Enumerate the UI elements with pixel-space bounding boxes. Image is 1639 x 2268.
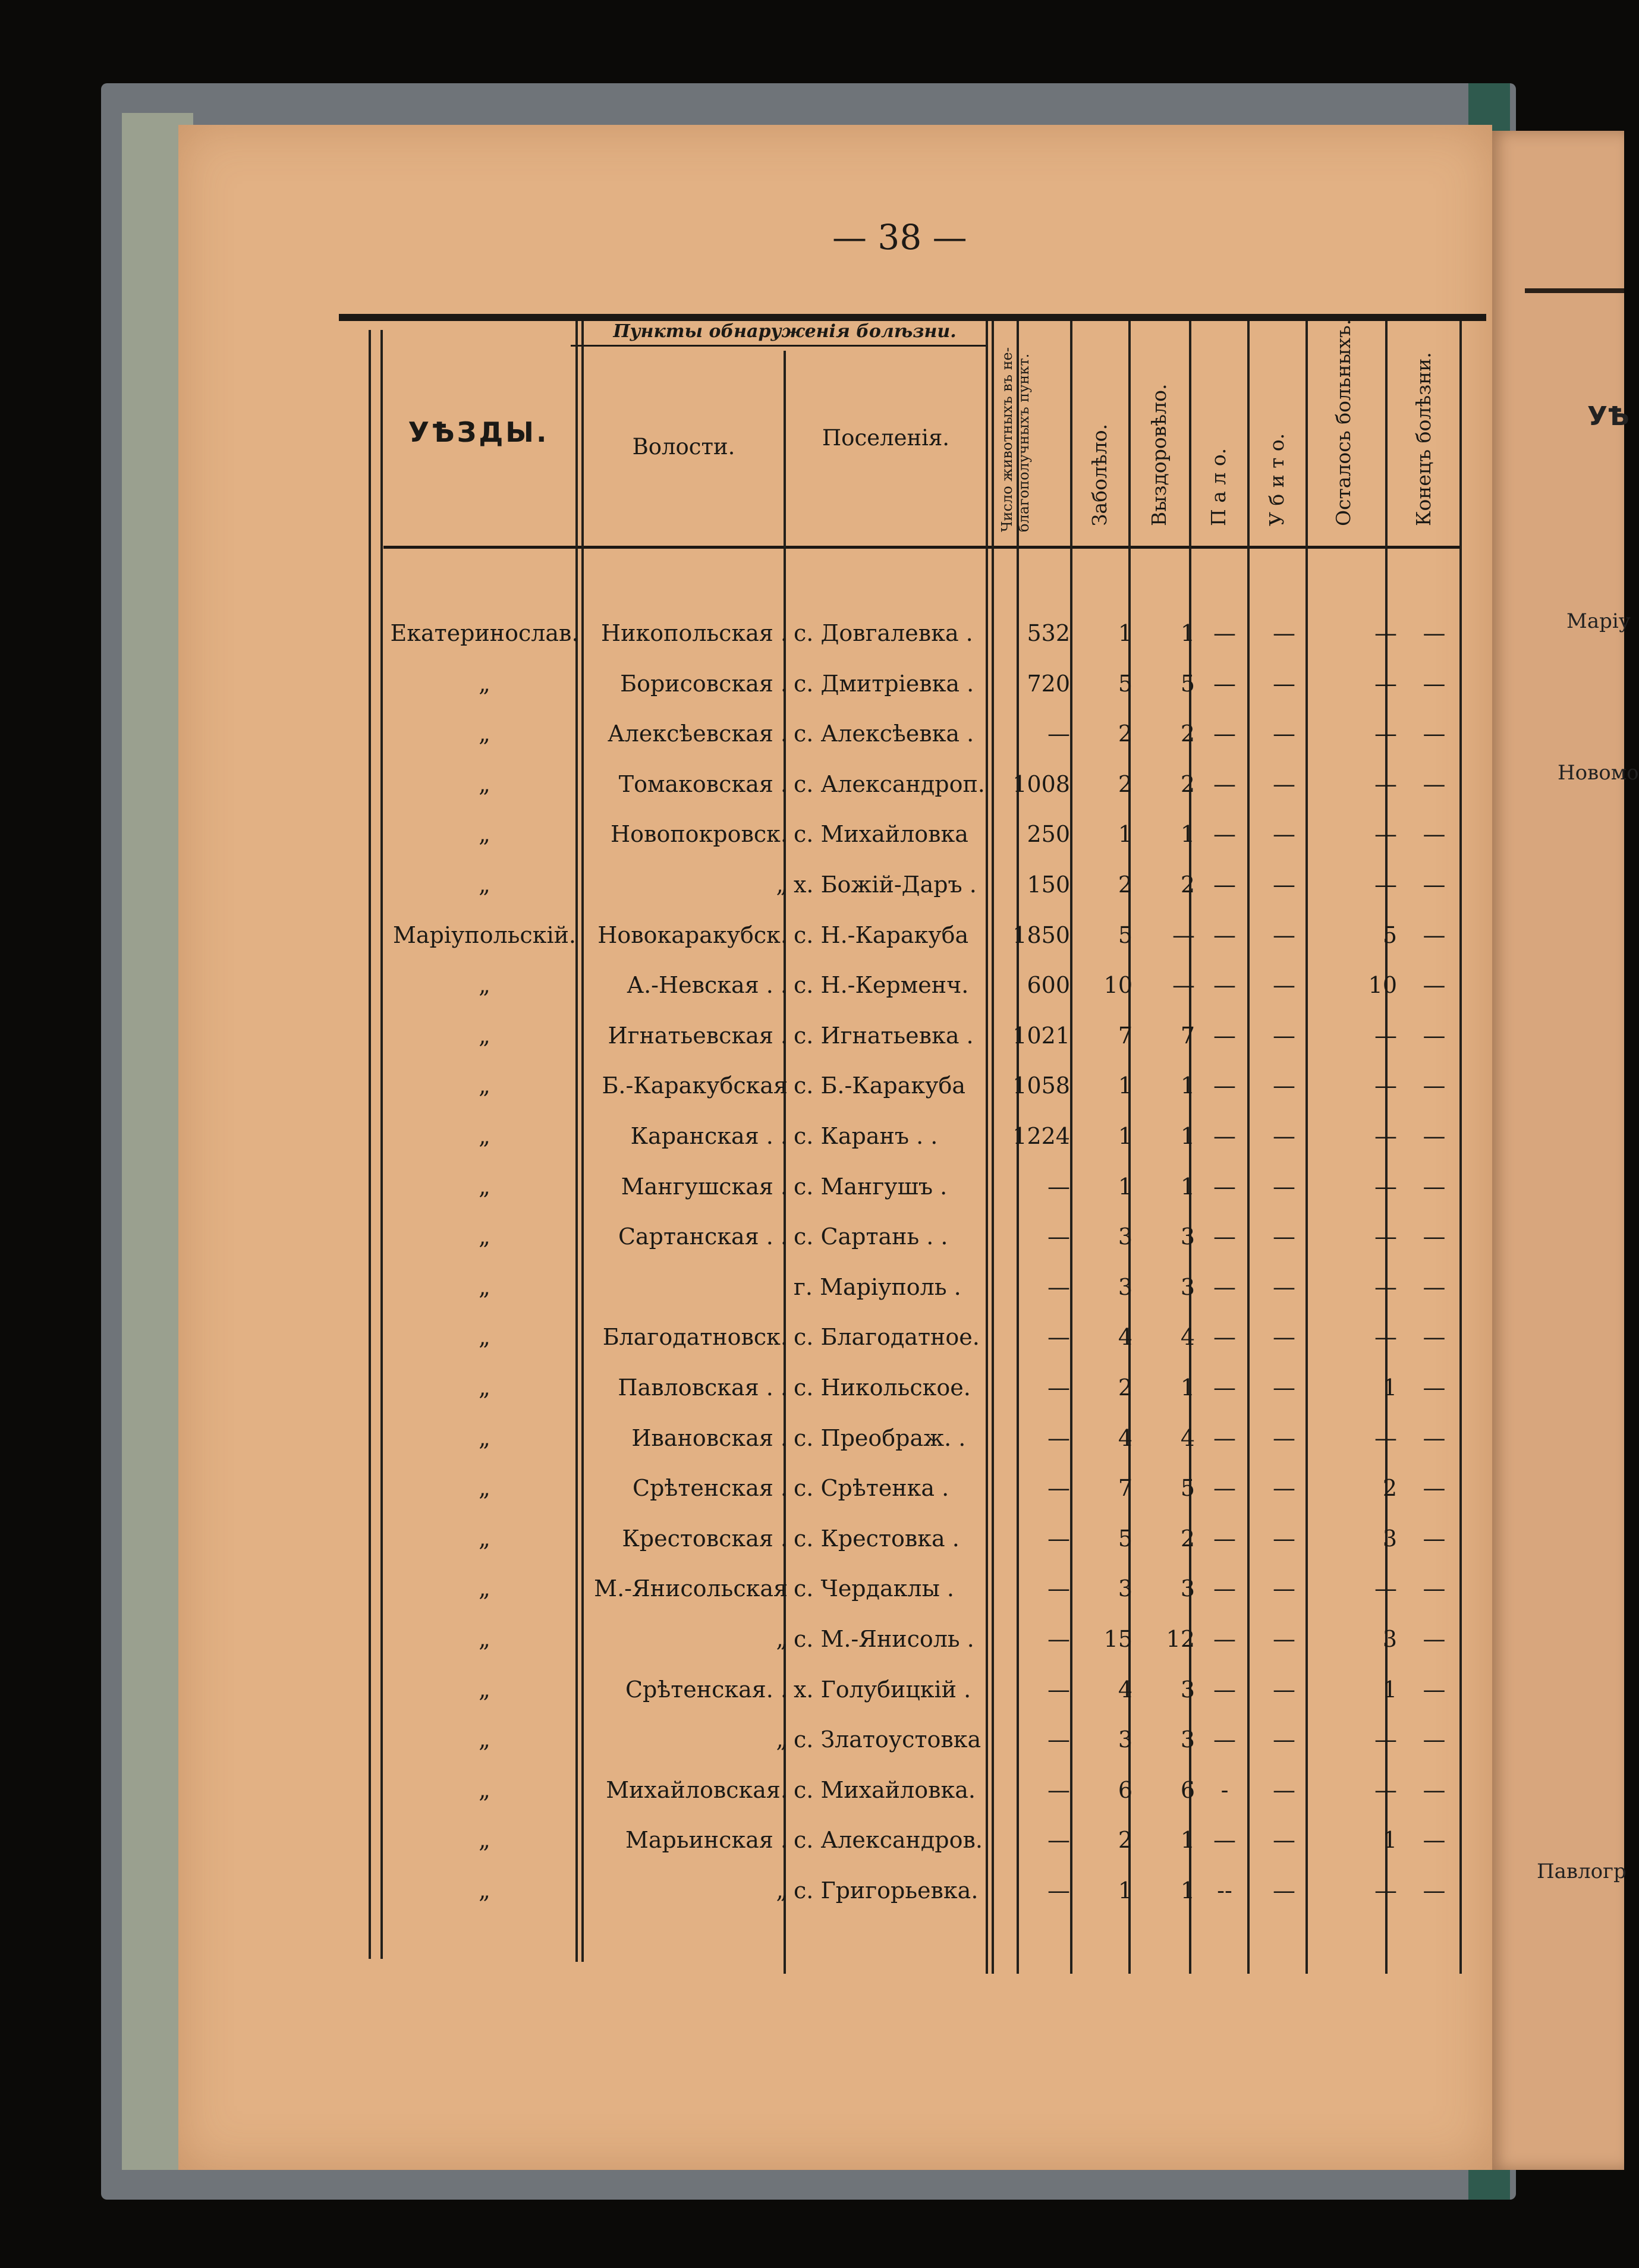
died-cell: — — [1213, 922, 1236, 948]
animal-count-cell: — — [1047, 1726, 1070, 1753]
remaining-sick-cell: — — [1374, 671, 1397, 697]
column-rule — [380, 330, 383, 1959]
animal-count-cell: 720 — [1027, 671, 1070, 697]
uezd-cell: „ — [479, 1123, 490, 1149]
end-of-disease-cell: — — [1423, 1374, 1446, 1401]
killed-cell: — — [1273, 1626, 1295, 1652]
settlement-cell: с. Златоустовка — [794, 1726, 981, 1753]
volost-cell: Срѣтенская. . — [625, 1676, 788, 1703]
fell-ill-cell: 1 — [1118, 620, 1132, 646]
died-cell: — — [1213, 1575, 1236, 1602]
remaining-sick-cell: — — [1374, 1072, 1397, 1099]
header-vyzdorovelo: Выздоровѣло. — [1147, 383, 1171, 526]
end-of-disease-cell: — — [1423, 671, 1446, 697]
group-header-rule — [571, 345, 987, 347]
header-zabolelo: Заболѣло. — [1088, 423, 1111, 526]
died-cell: - — [1220, 1777, 1229, 1803]
end-of-disease-cell: — — [1423, 1525, 1446, 1552]
animal-count-cell: — — [1047, 1324, 1070, 1350]
recovered-cell: 5 — [1180, 1475, 1195, 1501]
uezd-cell: „ — [479, 1023, 490, 1049]
fell-ill-cell: 1 — [1118, 1072, 1132, 1099]
died-cell: — — [1213, 1324, 1236, 1350]
end-of-disease-cell: — — [1423, 721, 1446, 747]
adjacent-label: Павлогр — [1537, 1860, 1627, 1883]
end-of-disease-cell: — — [1423, 922, 1446, 948]
uezd-cell: „ — [479, 721, 490, 747]
fell-ill-cell: 4 — [1118, 1324, 1132, 1350]
animal-count-cell: 250 — [1027, 821, 1070, 847]
killed-cell: — — [1273, 1827, 1295, 1853]
fell-ill-cell: 2 — [1118, 1374, 1132, 1401]
end-of-disease-cell: — — [1423, 972, 1446, 998]
remaining-sick-cell: 3 — [1382, 1525, 1397, 1552]
header-ostalos: Осталось больныхъ. — [1332, 319, 1355, 526]
recovered-cell: 4 — [1180, 1425, 1195, 1451]
died-cell: — — [1213, 1726, 1236, 1753]
volost-cell: Игнатьевская . — [608, 1023, 788, 1049]
killed-cell: — — [1273, 721, 1295, 747]
adjacent-header-fragment: УѢ — [1587, 401, 1629, 432]
end-of-disease-cell: — — [1423, 1777, 1446, 1803]
fell-ill-cell: 3 — [1118, 1274, 1132, 1300]
header-uezdy: УѢЗДЫ. — [408, 416, 549, 448]
volost-cell: „ — [776, 1726, 788, 1753]
fell-ill-cell: 3 — [1118, 1575, 1132, 1602]
end-of-disease-cell: — — [1423, 1324, 1446, 1350]
killed-cell: — — [1273, 1072, 1295, 1099]
end-of-disease-cell: — — [1423, 771, 1446, 797]
killed-cell: — — [1273, 821, 1295, 847]
remaining-sick-cell: — — [1374, 1274, 1397, 1300]
settlement-cell: с. Н.-Каракуба — [794, 922, 969, 948]
fell-ill-cell: 10 — [1103, 972, 1132, 998]
settlement-cell: с. Каранъ . . — [794, 1123, 938, 1149]
uezd-cell: Маріупольскій. — [392, 922, 577, 948]
uezd-cell: „ — [479, 1174, 490, 1200]
animal-count-cell: 600 — [1027, 972, 1070, 998]
killed-cell: — — [1273, 671, 1295, 697]
end-of-disease-cell: — — [1423, 620, 1446, 646]
volost-cell: Павловская . . — [618, 1374, 788, 1401]
header-bottom-rule — [383, 546, 1459, 549]
animal-count-cell: 1021 — [1012, 1023, 1070, 1049]
volost-cell: М.-Янисольская — [594, 1575, 788, 1602]
column-rule — [369, 330, 371, 1959]
volost-cell: Сартанская . . — [618, 1223, 788, 1250]
animal-count-cell: 1008 — [1012, 771, 1070, 797]
volost-cell: „ — [776, 1877, 788, 1904]
uezd-cell: „ — [479, 972, 490, 998]
remaining-sick-cell: — — [1374, 1174, 1397, 1200]
killed-cell: — — [1273, 620, 1295, 646]
header-konets: Конецъ болѣзни. — [1412, 352, 1435, 526]
recovered-cell: 1 — [1180, 821, 1195, 847]
volost-cell: Алексѣевская . — [607, 721, 788, 747]
animal-count-cell: 532 — [1027, 620, 1070, 646]
remaining-sick-cell: — — [1374, 1877, 1397, 1904]
remaining-sick-cell: 1 — [1382, 1374, 1397, 1401]
remaining-sick-cell: — — [1374, 1575, 1397, 1602]
animal-count-cell: — — [1047, 1676, 1070, 1703]
remaining-sick-cell: — — [1374, 721, 1397, 747]
uezd-cell: „ — [479, 1726, 490, 1753]
died-cell: — — [1213, 771, 1236, 797]
fell-ill-cell: 6 — [1118, 1777, 1132, 1803]
end-of-disease-cell: — — [1423, 872, 1446, 898]
fell-ill-cell: 7 — [1118, 1475, 1132, 1501]
remaining-sick-cell: — — [1374, 1777, 1397, 1803]
recovered-cell: 2 — [1180, 872, 1195, 898]
end-of-disease-cell: — — [1423, 1827, 1446, 1853]
remaining-sick-cell: 10 — [1368, 972, 1397, 998]
died-cell: — — [1213, 1525, 1236, 1552]
uezd-cell: „ — [479, 771, 490, 797]
killed-cell: — — [1273, 1726, 1295, 1753]
end-of-disease-cell: — — [1423, 1726, 1446, 1753]
remaining-sick-cell: — — [1374, 771, 1397, 797]
recovered-cell: 12 — [1166, 1626, 1195, 1652]
adjacent-page-rule — [1525, 288, 1624, 293]
fell-ill-cell: 15 — [1103, 1626, 1132, 1652]
remaining-sick-cell: — — [1374, 1123, 1397, 1149]
fell-ill-cell: 4 — [1118, 1676, 1132, 1703]
remaining-sick-cell: 2 — [1382, 1475, 1397, 1501]
settlement-cell: г. Маріуполь . — [794, 1274, 961, 1300]
column-rule — [581, 321, 584, 1962]
settlement-cell: с. М.-Янисоль . — [794, 1626, 974, 1652]
killed-cell: — — [1273, 1676, 1295, 1703]
killed-cell: — — [1273, 972, 1295, 998]
settlement-cell: с. Михайловка. — [794, 1777, 976, 1803]
volost-cell: Никопольская . — [601, 620, 788, 646]
animal-count-cell: — — [1047, 1827, 1070, 1853]
recovered-cell: 5 — [1180, 671, 1195, 697]
remaining-sick-cell: — — [1374, 1324, 1397, 1350]
volost-cell: Марьинская . — [625, 1827, 788, 1853]
volost-cell: Новокаракубск. — [597, 922, 788, 948]
uezd-cell: „ — [479, 1425, 490, 1451]
died-cell: — — [1213, 1223, 1236, 1250]
uezd-cell: „ — [479, 1777, 490, 1803]
animal-count-cell: — — [1047, 1425, 1070, 1451]
died-cell: — — [1213, 1274, 1236, 1300]
killed-cell: — — [1273, 1374, 1295, 1401]
died-cell: — — [1213, 1676, 1236, 1703]
volost-cell: Борисовская . — [620, 671, 788, 697]
died-cell: — — [1213, 1374, 1236, 1401]
killed-cell: — — [1273, 1274, 1295, 1300]
end-of-disease-cell: — — [1423, 1174, 1446, 1200]
volost-cell: Ивановская . — [631, 1425, 788, 1451]
settlement-cell: с. Крестовка . — [794, 1525, 960, 1552]
animal-count-cell: — — [1047, 1475, 1070, 1501]
end-of-disease-cell: — — [1423, 1223, 1446, 1250]
page-number: — 38 — — [832, 217, 967, 257]
volost-cell: Благодатновск. — [602, 1324, 788, 1350]
uezd-cell: „ — [479, 872, 490, 898]
adjacent-label: Новомо — [1558, 761, 1639, 785]
adjacent-page — [1489, 131, 1639, 2170]
uezd-cell: „ — [479, 821, 490, 847]
animal-count-cell: 1058 — [1012, 1072, 1070, 1099]
died-cell: — — [1213, 821, 1236, 847]
settlement-cell: х. Голубицкій . — [794, 1676, 971, 1703]
header-animals-count: Число животныхъ въ не- благополучныхъ пункт. — [999, 347, 1032, 532]
died-cell: — — [1213, 671, 1236, 697]
remaining-sick-cell: 1 — [1382, 1827, 1397, 1853]
uezd-cell: „ — [479, 1827, 490, 1853]
recovered-cell: 7 — [1180, 1023, 1195, 1049]
settlement-cell: с. Довгалевка . — [794, 620, 973, 646]
died-cell: — — [1213, 1827, 1236, 1853]
volost-cell: Каранская . . — [630, 1123, 788, 1149]
killed-cell: — — [1273, 1575, 1295, 1602]
recovered-cell: 3 — [1180, 1223, 1195, 1250]
settlement-cell: с. Игнатьевка . — [794, 1023, 974, 1049]
killed-cell: — — [1273, 771, 1295, 797]
settlement-cell: с. Александров. — [794, 1827, 983, 1853]
recovered-cell: 4 — [1180, 1324, 1195, 1350]
died-cell: — — [1213, 1072, 1236, 1099]
settlement-cell: с. Дмитріевка . — [794, 671, 974, 697]
fell-ill-cell: 3 — [1118, 1223, 1132, 1250]
settlement-cell: с. Григорьевка. — [794, 1877, 979, 1904]
settlement-cell: с. Б.-Каракуба — [794, 1072, 965, 1099]
killed-cell: — — [1273, 1425, 1295, 1451]
animal-count-cell: — — [1047, 1525, 1070, 1552]
recovered-cell: — — [1172, 972, 1195, 998]
died-cell: — — [1213, 1425, 1236, 1451]
volost-cell: Срѣтенская . — [633, 1475, 788, 1501]
end-of-disease-cell: — — [1423, 1023, 1446, 1049]
column-rule — [1459, 321, 1462, 1974]
recovered-cell: 3 — [1180, 1676, 1195, 1703]
remaining-sick-cell: — — [1374, 1023, 1397, 1049]
animal-count-cell: — — [1047, 1374, 1070, 1401]
end-of-disease-cell: — — [1423, 1676, 1446, 1703]
settlement-cell: с. Сартань . . — [794, 1223, 948, 1250]
killed-cell: — — [1273, 872, 1295, 898]
died-cell: — — [1213, 1174, 1236, 1200]
end-of-disease-cell: — — [1423, 1877, 1446, 1904]
uezd-cell: „ — [479, 1223, 490, 1250]
settlement-cell: с. Мангушъ . — [794, 1174, 948, 1200]
settlement-cell: с. Никольское. — [794, 1374, 971, 1401]
animal-count-cell: — — [1047, 1877, 1070, 1904]
fell-ill-cell: 1 — [1118, 1174, 1132, 1200]
settlement-cell: с. Благодатное. — [794, 1324, 980, 1350]
recovered-cell: 1 — [1180, 620, 1195, 646]
volost-cell: Крестовская . — [622, 1525, 788, 1552]
settlement-cell: с. Михайловка — [794, 821, 968, 847]
died-cell: — — [1213, 620, 1236, 646]
adjacent-label: Маріу — [1566, 609, 1631, 633]
fell-ill-cell: 2 — [1118, 721, 1132, 747]
recovered-cell: 1 — [1180, 1174, 1195, 1200]
animal-count-cell: — — [1047, 1223, 1070, 1250]
remaining-sick-cell: — — [1374, 821, 1397, 847]
animal-count-cell: — — [1047, 1174, 1070, 1200]
recovered-cell: 1 — [1180, 1877, 1195, 1904]
volost-cell: Мангушская . — [621, 1174, 788, 1200]
volost-cell: А.-Невская . . — [627, 972, 788, 998]
table-top-rule — [339, 314, 1486, 321]
settlement-cell: с. Алексѣевка . — [794, 721, 974, 747]
recovered-cell: 1 — [1180, 1072, 1195, 1099]
remaining-sick-cell: 5 — [1382, 922, 1397, 948]
killed-cell: — — [1273, 1525, 1295, 1552]
recovered-cell: 1 — [1180, 1123, 1195, 1149]
died-cell: — — [1213, 1123, 1236, 1149]
settlement-cell: с. Преображ. . — [794, 1425, 966, 1451]
uezd-cell: „ — [479, 1877, 490, 1904]
settlement-cell: с. Чердаклы . — [794, 1575, 954, 1602]
end-of-disease-cell: — — [1423, 1626, 1446, 1652]
header-detection-points: Пункты обнаруженія болѣзни. — [613, 321, 957, 342]
remaining-sick-cell: — — [1374, 872, 1397, 898]
end-of-disease-cell: — — [1423, 821, 1446, 847]
remaining-sick-cell: — — [1374, 1726, 1397, 1753]
fell-ill-cell: 5 — [1118, 922, 1132, 948]
remaining-sick-cell: — — [1374, 1223, 1397, 1250]
died-cell: — — [1213, 1023, 1236, 1049]
uezd-cell: „ — [479, 1525, 490, 1552]
animal-count-cell: 1224 — [1012, 1123, 1070, 1149]
recovered-cell: — — [1172, 922, 1195, 948]
column-rule — [1070, 321, 1072, 1974]
settlement-cell: с. Срѣтенка . — [794, 1475, 949, 1501]
volost-cell: Б.-Каракубская — [602, 1072, 788, 1099]
end-of-disease-cell: — — [1423, 1575, 1446, 1602]
recovered-cell: 1 — [1180, 1827, 1195, 1853]
volost-cell: Томаковская . — [618, 771, 788, 797]
fell-ill-cell: 7 — [1118, 1023, 1132, 1049]
volost-cell: Михайловская. — [606, 1777, 788, 1803]
uezd-cell: „ — [479, 671, 490, 697]
header-palo: П а л о. — [1207, 448, 1230, 526]
recovered-cell: 2 — [1180, 1525, 1195, 1552]
fell-ill-cell: 5 — [1118, 1525, 1132, 1552]
end-of-disease-cell: — — [1423, 1475, 1446, 1501]
died-cell: — — [1213, 872, 1236, 898]
settlement-cell: с. Александроп. — [794, 771, 985, 797]
died-cell: -- — [1217, 1877, 1232, 1904]
fell-ill-cell: 1 — [1118, 821, 1132, 847]
uezd-cell: „ — [479, 1324, 490, 1350]
volost-cell: „ — [776, 1626, 788, 1652]
uezd-cell: „ — [479, 1475, 490, 1501]
recovered-cell: 3 — [1180, 1575, 1195, 1602]
fell-ill-cell: 2 — [1118, 771, 1132, 797]
killed-cell: — — [1273, 922, 1295, 948]
remaining-sick-cell: 3 — [1382, 1626, 1397, 1652]
killed-cell: — — [1273, 1174, 1295, 1200]
volost-cell: „ — [776, 872, 788, 898]
fell-ill-cell: 3 — [1118, 1726, 1132, 1753]
died-cell: — — [1213, 972, 1236, 998]
fell-ill-cell: 2 — [1118, 1827, 1132, 1853]
volost-cell — [589, 1269, 788, 1305]
animal-count-cell: — — [1047, 1626, 1070, 1652]
died-cell: — — [1213, 1475, 1236, 1501]
uezd-cell: „ — [479, 1575, 490, 1602]
fell-ill-cell: 4 — [1118, 1425, 1132, 1451]
killed-cell: — — [1273, 1223, 1295, 1250]
recovered-cell: 2 — [1180, 721, 1195, 747]
uezd-cell: „ — [479, 1374, 490, 1401]
died-cell: — — [1213, 721, 1236, 747]
recovered-cell: 1 — [1180, 1374, 1195, 1401]
end-of-disease-cell: — — [1423, 1425, 1446, 1451]
fell-ill-cell: 1 — [1118, 1877, 1132, 1904]
killed-cell: — — [1273, 1324, 1295, 1350]
uezd-cell: „ — [479, 1626, 490, 1652]
animal-count-cell: — — [1047, 1575, 1070, 1602]
remaining-sick-cell: — — [1374, 620, 1397, 646]
uezd-cell: „ — [479, 1072, 490, 1099]
animal-count-cell: — — [1047, 1274, 1070, 1300]
recovered-cell: 2 — [1180, 771, 1195, 797]
killed-cell: — — [1273, 1123, 1295, 1149]
end-of-disease-cell: — — [1423, 1072, 1446, 1099]
animal-count-cell: 150 — [1027, 872, 1070, 898]
recovered-cell: 3 — [1180, 1274, 1195, 1300]
animal-count-cell: — — [1047, 721, 1070, 747]
killed-cell: — — [1273, 1877, 1295, 1904]
recovered-cell: 6 — [1180, 1777, 1195, 1803]
killed-cell: — — [1273, 1475, 1295, 1501]
end-of-disease-cell: — — [1423, 1123, 1446, 1149]
remaining-sick-cell: — — [1374, 1425, 1397, 1451]
settlement-cell: х. Божій-Даръ . — [794, 872, 977, 898]
volost-cell: Новопокровск. — [611, 821, 788, 847]
uezd-cell: Екатеринослав. — [390, 620, 579, 646]
header-volosti: Волости. — [632, 434, 735, 460]
uezd-cell: „ — [479, 1676, 490, 1703]
fell-ill-cell: 1 — [1118, 1123, 1132, 1149]
end-of-disease-cell: — — [1423, 1274, 1446, 1300]
fell-ill-cell: 2 — [1118, 872, 1132, 898]
killed-cell: — — [1273, 1023, 1295, 1049]
fell-ill-cell: 5 — [1118, 671, 1132, 697]
uezd-cell: „ — [479, 1274, 490, 1300]
recovered-cell: 3 — [1180, 1726, 1195, 1753]
animal-count-cell: — — [1047, 1777, 1070, 1803]
animal-count-cell: 1850 — [1012, 922, 1070, 948]
remaining-sick-cell: 1 — [1382, 1676, 1397, 1703]
killed-cell: — — [1273, 1777, 1295, 1803]
header-ubito: У б и т о. — [1265, 433, 1288, 526]
settlement-cell: с. Н.-Керменч. — [794, 972, 969, 998]
died-cell: — — [1213, 1626, 1236, 1652]
header-poseleniya: Поселенія. — [822, 425, 950, 451]
